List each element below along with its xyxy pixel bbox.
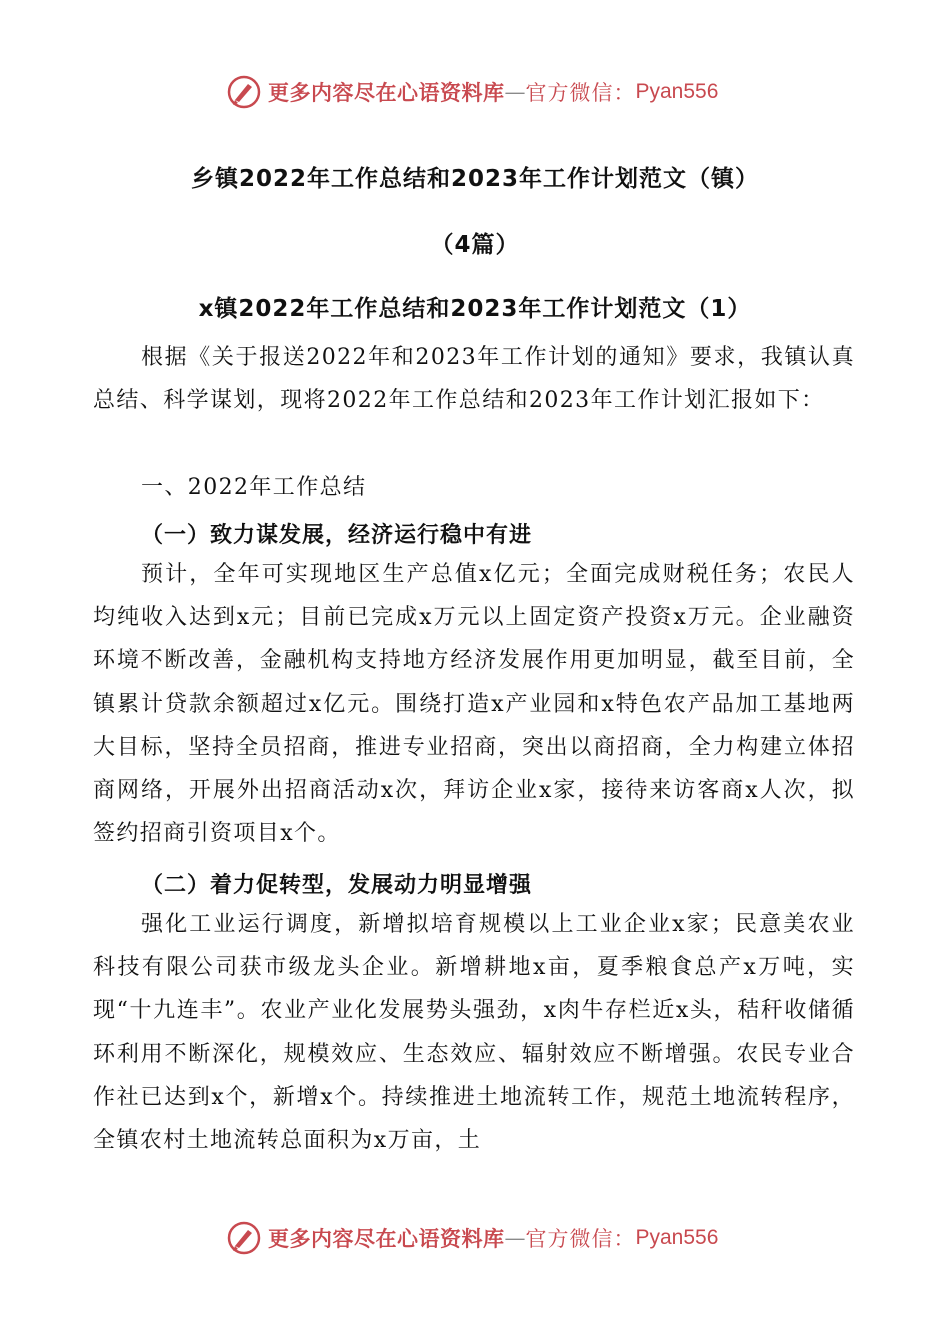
document-subtitle-count: （4篇）	[430, 232, 520, 258]
watermark-banner-top	[226, 70, 718, 114]
pen-logo-icon	[226, 1220, 262, 1256]
banner-wechat-label: 官方微信：	[525, 81, 636, 105]
subheading-transformation: （二）着力促转型，发展动力明显增强	[141, 873, 533, 898]
pen-logo-icon	[226, 74, 262, 110]
paragraph-transformation: 强化工业运行调度，新增拟培育规模以上工业企业x家；民意美农业科技有限公司获市级龙头企业。新增耕地x亩，夏季粮食总产x万吨，实现“十九连丰”。农业产业化发展势头强劲，x肉牛存栏近x头，秸秆收储循环利用不断深化，规模效应、生态效应、辐射效应不断增强。农民专业合作社已达到x个，新增x个。持续推进土地流转工作，规范土地流转程序，全镇农村土地流转总面积为x万亩，土	[93, 912, 855, 1154]
section-title: x镇2022年工作总结和2023年工作计划范文（1）	[198, 296, 752, 322]
banner-main-text: 更多内容尽在心语资料库	[268, 1226, 505, 1251]
banner-wechat-id: Pyan556	[635, 1226, 719, 1249]
banner-separator: —	[504, 80, 526, 104]
banner-separator: —	[504, 1226, 526, 1250]
banner-main-text: 更多内容尽在心语资料库	[268, 80, 505, 105]
paragraph-intro: 根据《关于报送2022年和2023年工作计划的通知》要求，我镇认真总结、科学谋划，现将2022年工作总结和2023年工作计划汇报如下：	[93, 345, 855, 414]
part-heading-2022-summary: 一、2022年工作总结	[141, 475, 367, 500]
watermark-banner-bottom	[226, 1216, 718, 1260]
paragraph-economy: 预计，全年可实现地区生产总值x亿元；全面完成财税任务；农民人均纯收入达到x元；目前已完成x万元以上固定资产投资x万元。企业融资环境不断改善，金融机构支持地方经济发展作用更加明显，截至目前，全镇累计贷款余额超过x亿元。围绕打造x产业园和x特色农产品加工基地两大目标，坚持全员招商，推进专业招商，突出以商招商，全力构建立体招商网络，开展外出招商活动x次，拜访企业x家，接待来访客商x人次，拟签约招商引资项目x个。	[93, 562, 855, 847]
banner-wechat-id: Pyan556	[635, 80, 719, 103]
document-title: 乡镇2022年工作总结和2023年工作计划范文（镇）	[190, 166, 760, 192]
subheading-economy: （一）致力谋发展，经济运行稳中有进	[141, 523, 533, 548]
banner-wechat-label: 官方微信：	[525, 1227, 636, 1251]
